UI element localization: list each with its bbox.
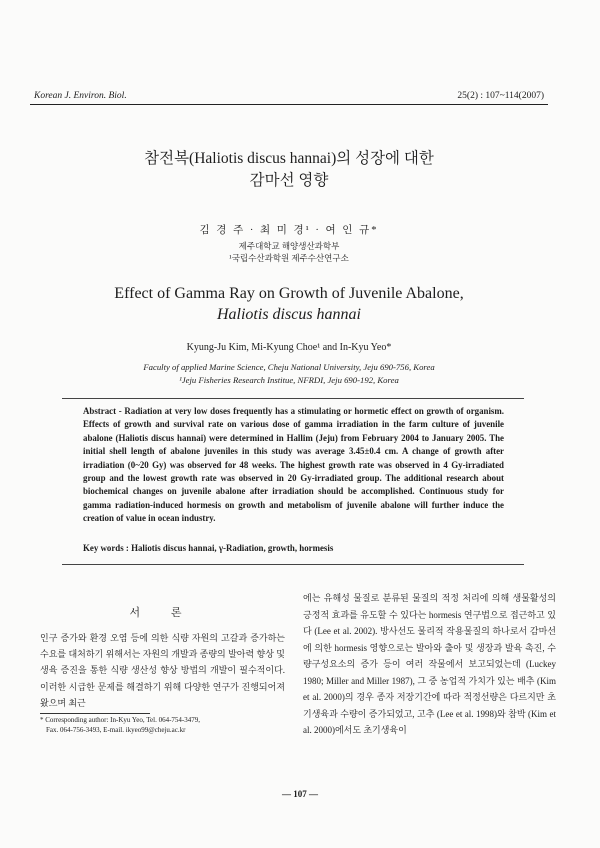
- english-authors: Kyung-Ju Kim, Mi-Kyung Choe¹ and In-Kyu Yeo*: [186, 342, 392, 353]
- english-title: [30, 283, 548, 325]
- keywords-rule: [62, 564, 524, 565]
- abstract: Abstract - Radiation at very low doses frequently has a stimulating or hormetic effect on growth of organism. Effects of growth and survival rate on various dose of gamma irradiation in the farm culture of juvenile abalone (Haliotis discus hannai) were determined in Hallim (Jeju) from February 2004 to January 2005. The initial shell length of abalone juveniles in this study was average 3.45±0.4 cm. A change of growth after irradiation (0~20 Gy) was observed for 48 weeks. The highest growth rate was observed in 4 Gy-irradiated group and the lowest growth rate was observed in 20 Gy-irradiated group. The additional research about biochemical changes on juvenile abalone after irradiation should be accomplished. Continuous study for gamma radiation-induced hormesis on growth and metabolism of juvenile abalone will further induce the creation of value in ocean industry.: [83, 406, 504, 524]
- english-title-line2: Haliotis discus hannai: [216, 306, 361, 323]
- corresponding-author-footnote: [40, 716, 290, 735]
- citation-info: 25(2) : 107~114(2007): [457, 91, 544, 101]
- korean-authors: 김 경 주 · 최 미 경¹ · 여 인 규*: [199, 225, 379, 236]
- section-heading-introduction: 서 론: [129, 607, 196, 619]
- english-affiliations: [30, 361, 548, 387]
- footnote-line2: Fax. 064-756-3493, E-mail. ikyeo99@cheju.ac.kr: [46, 725, 186, 734]
- korean-affiliations: [30, 240, 548, 264]
- right-column-text: 에는 유해성 물질로 분류된 물질의 적정 처리에 의해 생물활성의 긍정적 효과를 유도할 수 있다는 hormesis 연구법으로 접근하고 있다 (Lee et al. 2002). 방사선도 물리적 작용물질의 하나로서 감마선에 의한 hormesis 영향으로는 발아와 출아 및 생장과 발육 촉진, 수량구성요소의 증가 등이 여러 작물에서 보고되었는데 (Luckey 1980; Miller and Miller 1987), 그 중 농업적 가치가 있는 배추 (Kim et al. 2000)의 경우 종자 저장기간에 따라 적정선량은 다르지만 초기생육과 수량이 증가되었고, 고추 (Lee et al. 1998)와 참박 (Kim et al. 2000)에서도 초기생육이: [303, 593, 556, 735]
- english-affiliation-2: ¹Jeju Fisheries Research Institue, NFRDI, Jeju 690-192, Korea: [179, 375, 399, 385]
- korean-affiliation-1: 제주대학교 해양생산과학부: [238, 241, 340, 251]
- abstract-top-rule: [62, 398, 524, 399]
- korean-title-line2: 감마선 영향: [249, 172, 329, 189]
- journal-name: Korean J. Environ. Biol.: [34, 91, 127, 101]
- korean-title-line1: 참전복(Haliotis discus hannai)의 성장에 대한: [144, 150, 434, 167]
- korean-title: [30, 148, 548, 192]
- footnote-line1: * Corresponding author: In-Kyu Yeo, Tel. 064-754-3479,: [40, 716, 200, 724]
- keywords: Key words : Haliotis discus hannai, γ-Radiation, growth, hormesis: [83, 543, 334, 553]
- korean-affiliation-2: ¹국립수산과학원 제주수산연구소: [229, 253, 349, 263]
- footnote-rule: [40, 713, 150, 714]
- page-number: — 107 —: [282, 789, 318, 799]
- left-column-text: 인구 증가와 환경 오염 등에 의한 식량 자원의 고갈과 증가하는 수요를 대처하기 위해서는 자원의 개발과 종량의 발아력 향상 및 생육 증진을 통한 식량 생산성 향상 방법의 개발이 필수적이다. 이러한 시급한 문제를 해결하기 위해 다양한 연구가 진행되어져 왔으며 최근: [40, 633, 285, 708]
- english-title-line1: Effect of Gamma Ray on Growth of Juvenile Abalone,: [114, 285, 464, 302]
- header-rule: [30, 104, 548, 105]
- english-affiliation-1: Faculty of applied Marine Science, Cheju National University, Jeju 690-756, Korea: [143, 362, 435, 372]
